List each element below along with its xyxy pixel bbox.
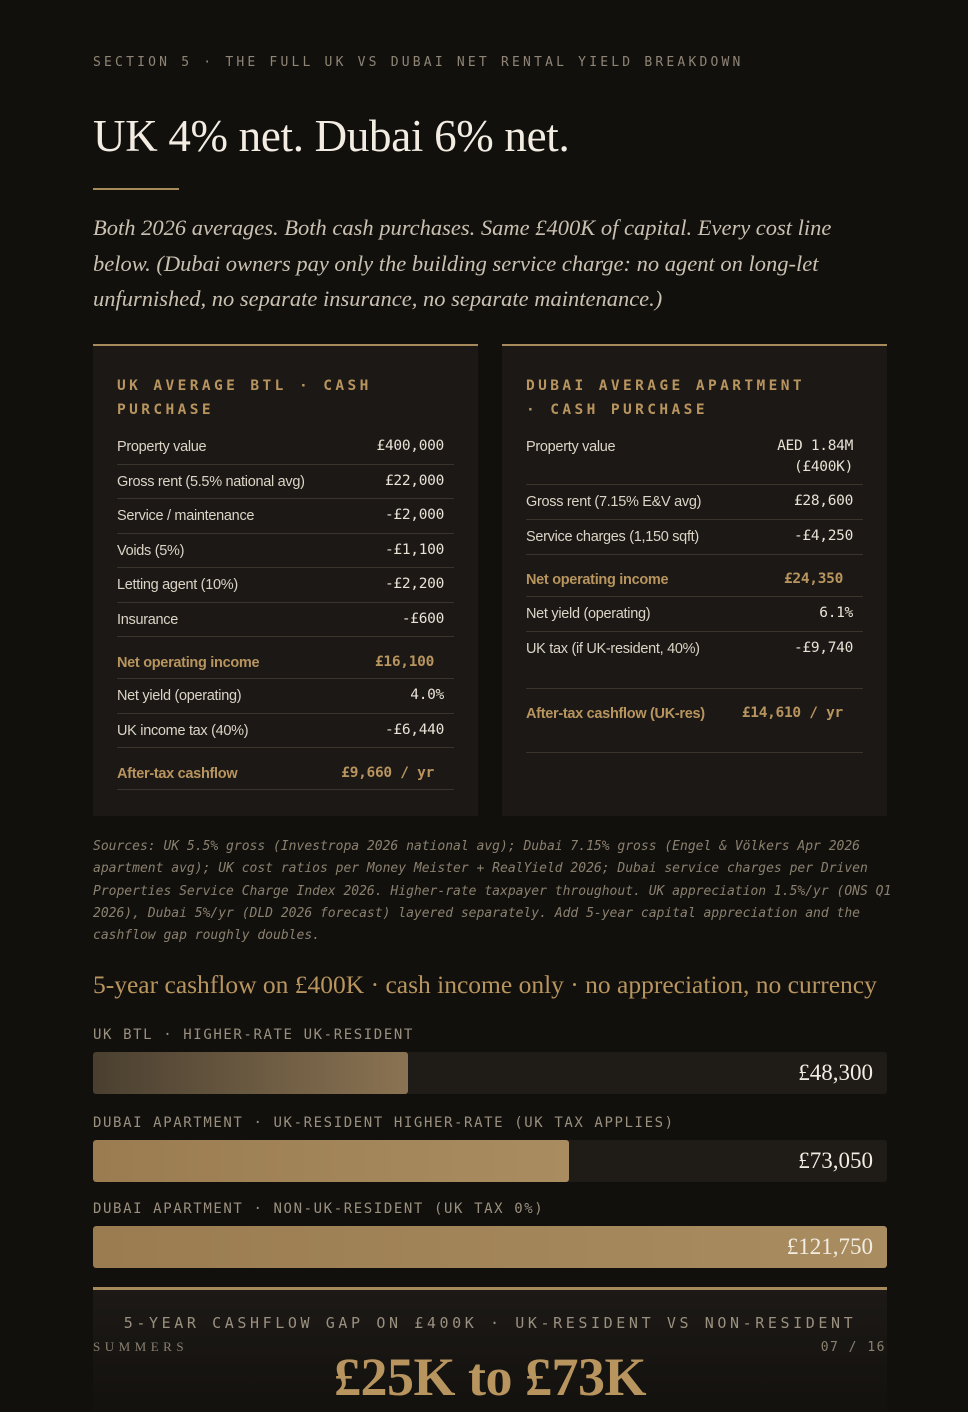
lede-paragraph: Both 2026 averages. Both cash purchases. Same £400K of capital. Every cost line below. (Dubai owners pay only the building service charge: no agent on long-let unfurnished, no separate insurance, no separate maintenance.) xyxy=(93,215,832,311)
row-value: £28,600 xyxy=(793,493,853,509)
row-value-secondary: (£400K) xyxy=(793,459,853,475)
bar-value: £121,750 xyxy=(786,1234,873,1259)
row-label: Voids (5%) xyxy=(117,542,185,559)
row-label: Net operating income xyxy=(117,655,260,671)
gap-summary-value: £25K to £73K xyxy=(334,1347,646,1407)
dubai-row xyxy=(526,485,863,520)
row-label: Net operating income xyxy=(526,572,669,588)
dubai-row-highlight xyxy=(526,555,863,597)
dubai-row xyxy=(526,632,863,689)
gap-summary-title: 5-YEAR CASHFLOW GAP ON £400K · UK-RESIDENT VS NON-RESIDENT xyxy=(123,1314,857,1332)
uk-row xyxy=(117,679,454,714)
row-value: 6.1% xyxy=(819,605,853,621)
page-number: 07 / 16 xyxy=(820,1340,886,1355)
row-label: Property value xyxy=(526,439,616,455)
row-label: Property value xyxy=(117,439,207,455)
row-label: UK tax (if UK-resident, 40%) xyxy=(526,641,700,657)
row-label: Gross rent (7.15% E&V avg) xyxy=(526,494,702,510)
dubai-card-title: DUBAI AVERAGE APARTMENT · CASH PURCHASE xyxy=(526,378,805,418)
uk-row xyxy=(117,568,454,603)
row-label: After-tax cashflow xyxy=(117,766,238,782)
cashflow-subhead: 5-year cashflow on £400K · cash income only · no appreciation, no currency xyxy=(93,970,877,999)
uk-rows xyxy=(117,430,454,790)
dubai-row-highlight xyxy=(526,689,863,753)
row-value: -£2,000 xyxy=(384,507,444,523)
dubai-rows xyxy=(526,430,863,753)
uk-row xyxy=(117,603,454,638)
row-value: £14,610 / yr xyxy=(741,705,843,721)
row-label: After-tax cashflow (UK-res) xyxy=(526,706,705,722)
uk-row xyxy=(117,714,454,749)
cashflow-bar-track xyxy=(93,1052,887,1094)
row-value: £22,000 xyxy=(384,472,444,489)
row-value: -£6,440 xyxy=(384,721,444,738)
row-value: -£9,740 xyxy=(793,640,853,656)
row-value-primary: AED 1.84M xyxy=(777,438,853,454)
dubai-row xyxy=(526,430,863,485)
row-value: -£2,200 xyxy=(384,576,444,592)
uk-row-highlight xyxy=(117,637,454,679)
row-value: £9,660 / yr xyxy=(341,765,434,781)
row-value xyxy=(777,436,863,478)
uk-row xyxy=(117,499,454,534)
row-value: £24,350 xyxy=(783,571,843,587)
cashflow-bar-fill xyxy=(93,1226,887,1268)
row-label: Insurance xyxy=(117,611,178,628)
row-label: Service charges (1,150 sqft) xyxy=(526,529,699,545)
row-value: -£1,100 xyxy=(384,541,444,558)
row-label: Net yield (operating) xyxy=(117,688,242,704)
bar-label: DUBAI APARTMENT · NON-UK-RESIDENT (UK TAX 0%) xyxy=(93,1201,545,1217)
section-kicker: SECTION 5 · THE FULL UK VS DUBAI NET RENTAL YIELD BREAKDOWN xyxy=(93,55,744,70)
row-value: £16,100 xyxy=(374,654,434,670)
brand-wordmark: SUMMERS xyxy=(93,1339,189,1354)
row-value: £400,000 xyxy=(376,438,444,454)
uk-breakdown-card xyxy=(93,344,478,816)
dubai-breakdown-card xyxy=(502,344,887,816)
row-label: UK income tax (40%) xyxy=(117,722,249,739)
bar-value: £73,050 xyxy=(798,1148,873,1173)
uk-row-highlight xyxy=(117,748,454,790)
row-value: 4.0% xyxy=(410,687,444,703)
cashflow-bar-fill xyxy=(93,1052,408,1094)
dubai-row xyxy=(526,520,863,555)
cashflow-bar-track xyxy=(93,1226,887,1268)
uk-row xyxy=(117,465,454,500)
uk-row xyxy=(117,534,454,569)
sources-note: Sources: UK 5.5% gross (Investropa 2026 national avg); Dubai 7.15% gross (Engel & Völkers Apr 2026 apartment avg); UK cost ratios per Money Meister + RealYield 2026; Dubai service charges per Driven Properties Service Charge Index 2026. Higher-rate taxpayer throughout. UK appreciation 1.5%/yr (ONS Q1 2026), Dubai 5%/yr (DLD 2026 forecast) layered separately. Add 5-year capital appreciation and the cashflow gap roughly doubles. xyxy=(93,839,892,944)
bar-label: DUBAI APARTMENT · UK-RESIDENT HIGHER-RATE (UK TAX APPLIES) xyxy=(93,1115,675,1131)
bar-label: UK BTL · HIGHER-RATE UK-RESIDENT xyxy=(93,1027,414,1043)
title-underline xyxy=(93,188,179,190)
cashflow-bar-track xyxy=(93,1140,887,1182)
row-label: Service / maintenance xyxy=(117,508,255,524)
gap-summary-panel xyxy=(93,1287,887,1412)
row-value: -£4,250 xyxy=(793,528,853,544)
dubai-row xyxy=(526,597,863,632)
cashflow-bar-fill xyxy=(93,1140,569,1182)
row-label: Net yield (operating) xyxy=(526,606,651,622)
uk-card-title: UK AVERAGE BTL · CASH PURCHASE xyxy=(117,378,372,418)
uk-row xyxy=(117,430,454,465)
page-title: UK 4% net. Dubai 6% net. xyxy=(93,111,570,161)
bar-value: £48,300 xyxy=(798,1060,873,1085)
row-value: -£600 xyxy=(401,610,444,627)
row-label: Letting agent (10%) xyxy=(117,577,238,593)
row-label: Gross rent (5.5% national avg) xyxy=(117,473,305,490)
